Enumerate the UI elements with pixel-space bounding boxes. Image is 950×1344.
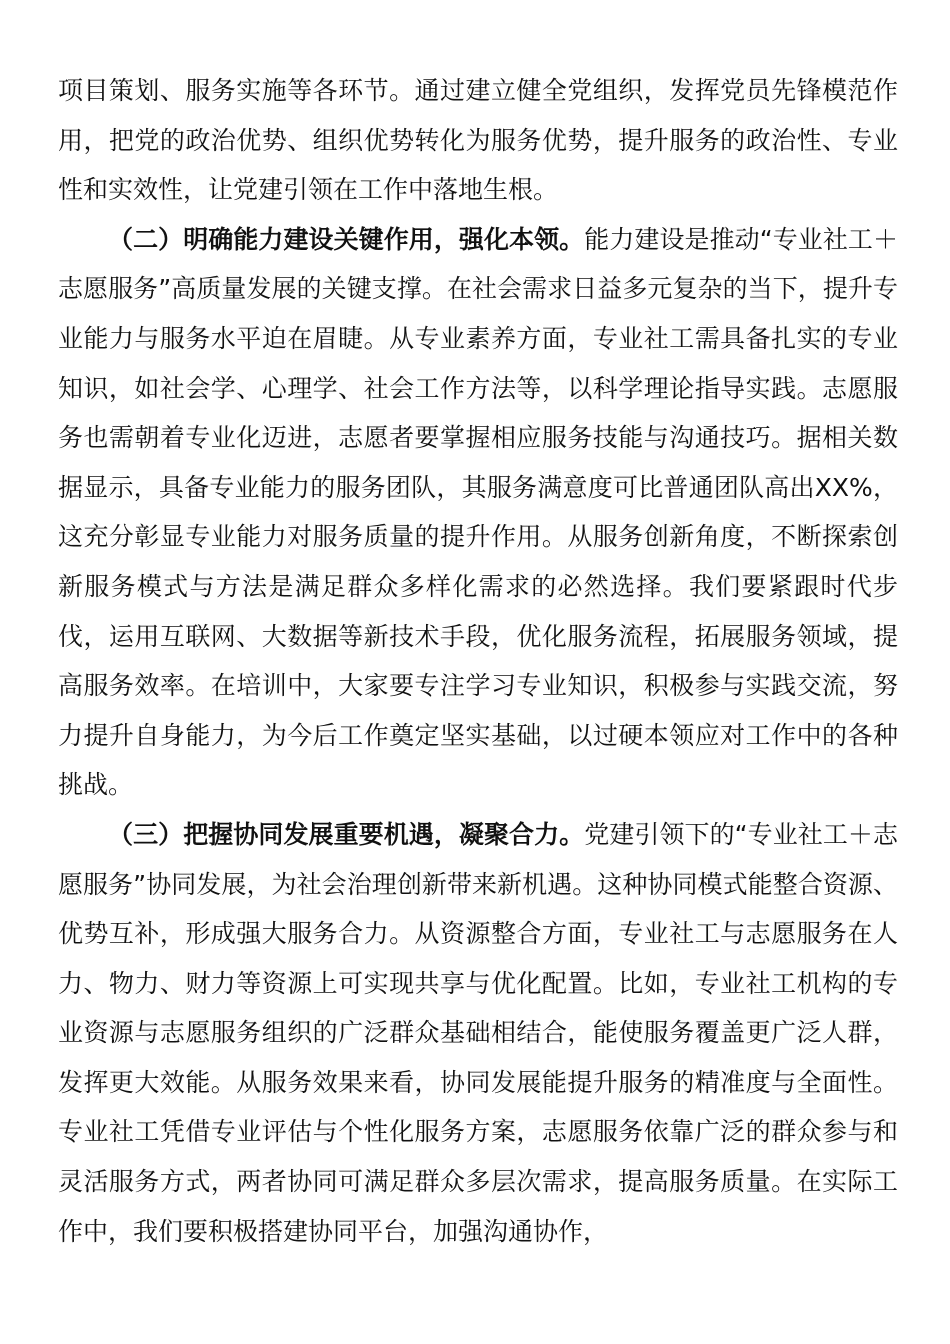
paragraph-2-text: 能力建设是推动“专业社工＋志愿服务”高质量发展的关键支撑。在社会需求日益多元复杂的当下，提升专业能力与服务水平迫在眉睫。从专业素养方面，专业社工需具备扎实的专业知识，如社会学、心理学、社会工作方法等，以科学理论指导实践。志愿服务也需朝着专业化迈进，志愿者要掌握相应服务技能与沟通技巧。据相关数据显示，具备专业能力的服务团队，其服务满意度可比普通团队高出XX%，这充分彰显专业能力对服务质量的提升作用。从服务创新角度，不断探索创新服务模式与方法是满足群众多样化需求的必然选择。我们要紧跟时代步伐，运用互联网、大数据等新技术手段，优化服务流程，拓展服务领域，提高服务效率。在培训中，大家要专注学习专业知识，积极参与实践交流，努力提升自身能力，为今后工作奠定坚实基础，以过硬本领应对工作中的各种挑战。 <box>58 224 898 800</box>
paragraph-1-text: 项目策划、服务实施等各环节。通过建立健全党组织，发挥党员先锋模范作用，把党的政治优势、组织优势转化为服务优势，提升服务的政治性、专业性和实效性，让党建引领在工作中落地生根。 <box>58 76 898 205</box>
section-heading-2: （二）明确能力建设关键作用，强化本领。 <box>108 224 585 254</box>
section-heading-3: （三）把握协同发展重要机遇，凝聚合力。 <box>108 819 585 849</box>
paragraph-3-text: 党建引领下的“专业社工＋志愿服务”协同发展，为社会治理创新带来新机遇。这种协同模式能整合资源、优势互补，形成强大服务合力。从资源整合方面，专业社工与志愿服务在人力、物力、财力等资源上可实现共享与优化配置。比如，专业社工机构的专业资源与志愿服务组织的广泛群众基础相结合，能使服务覆盖更广泛人群，发挥更大效能。从服务效果来看，协同发展能提升服务的精准度与全面性。专业社工凭借专业评估与个性化服务方案，志愿服务依靠广泛的群众参与和灵活服务方式，两者协同可满足群众多层次需求，提高服务质量。在实际工作中，我们要积极搭建协同平台，加强沟通协作， <box>58 819 898 1246</box>
paragraph-2 <box>58 215 898 810</box>
paragraph-1 <box>58 66 898 215</box>
paragraph-3 <box>58 810 898 1256</box>
document-body <box>58 66 898 1256</box>
